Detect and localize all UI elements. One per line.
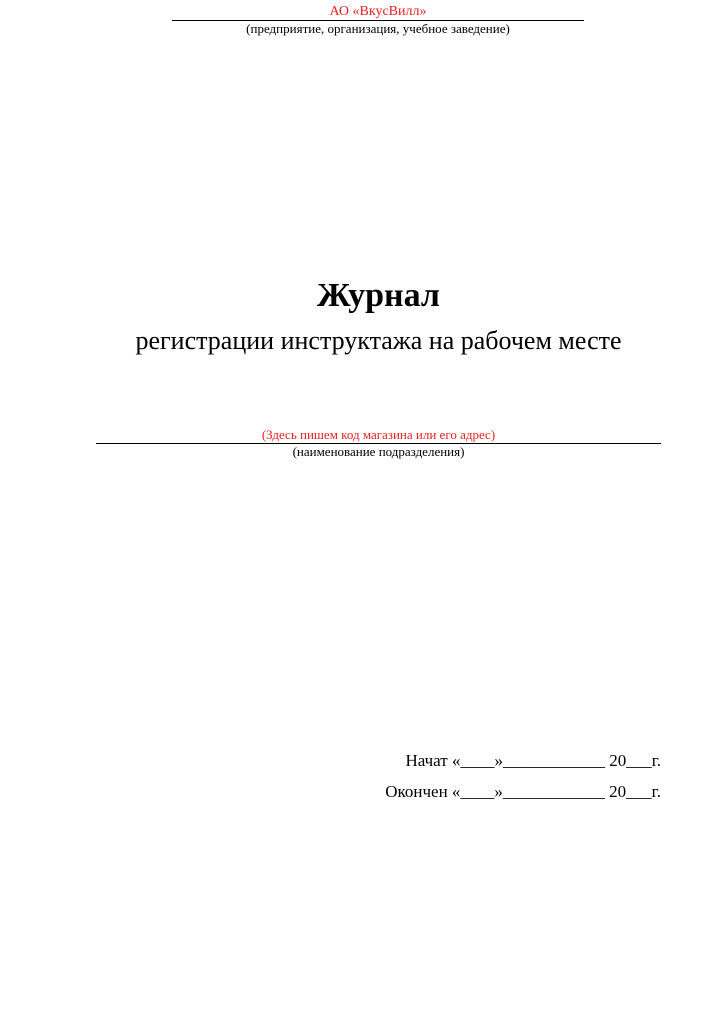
department-name: (Здесь пишем код магазина или его адрес): [96, 428, 661, 444]
organization-caption: (предприятие, организация, учебное заведение): [246, 21, 510, 36]
department-caption: (наименование подразделения): [292, 444, 465, 459]
organization-block: [172, 4, 584, 36]
organization-name: АО «ВкусВилл»: [172, 4, 584, 21]
journal-title: Журнал: [317, 277, 440, 314]
start-date-line: Начат «____»____________ 20___г.: [405, 751, 661, 770]
journal-subtitle: регистрации инструктажа на рабочем месте: [135, 326, 622, 355]
department-block: [96, 427, 661, 459]
finish-date-line: Окончен «____»____________ 20___г.: [385, 782, 661, 801]
